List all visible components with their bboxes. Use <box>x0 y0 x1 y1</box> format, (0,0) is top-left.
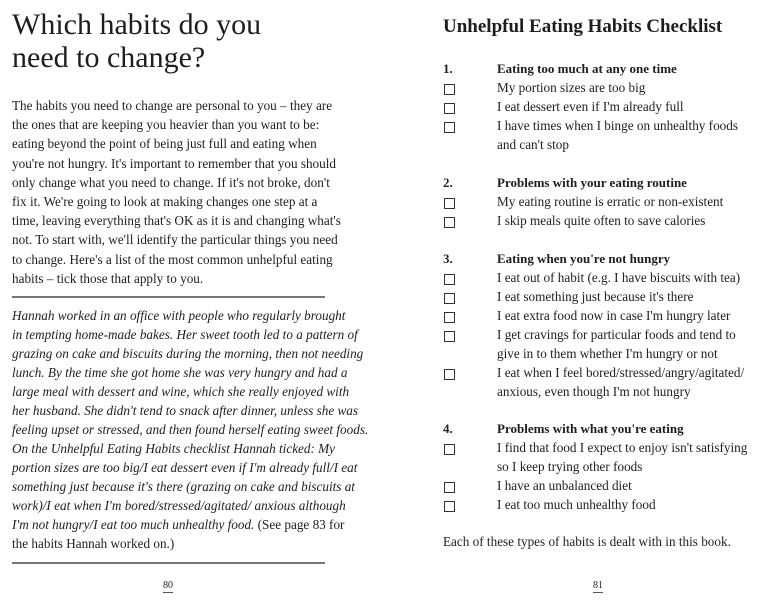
checkbox[interactable] <box>444 103 455 114</box>
title-line: Which habits do you <box>12 8 262 41</box>
checkbox[interactable] <box>444 217 455 228</box>
title-line: need to change? <box>12 41 206 74</box>
checkbox[interactable] <box>444 312 455 323</box>
page-number: 81 <box>593 580 603 591</box>
case-study-line: grazing on cake and biscuits during the morning, then not needing <box>12 346 364 361</box>
checklist-item: I eat extra food now in case I'm hungry later <box>497 308 731 323</box>
checklist-item: I eat something just because it's there <box>497 289 694 304</box>
checkbox[interactable] <box>444 274 455 285</box>
checkbox[interactable] <box>444 293 455 304</box>
section-heading: Problems with what you're eating <box>497 421 684 436</box>
checklist-item: I eat too much unhealthy food <box>497 497 656 512</box>
case-study-line: On the Unhelpful Eating Habits checklist Hannah ticked: My <box>12 441 336 456</box>
case-study-line: work)/I eat when I'm bored/stressed/agitated/ anxious although <box>12 498 346 513</box>
checklist-item: I eat when I feel bored/stressed/angry/agitated/ <box>497 365 745 380</box>
checklist-item: My eating routine is erratic or non-existent <box>497 194 724 209</box>
checklist-item: and can't stop <box>497 137 569 152</box>
checklist-item: I have an unbalanced diet <box>497 478 632 493</box>
checklist-item: anxious, even though I'm not hungry <box>497 384 691 399</box>
checkbox[interactable] <box>444 198 455 209</box>
section-number: 1. <box>443 61 453 76</box>
checklist-item: give in to them whether I'm hungry or not <box>497 346 718 361</box>
body-line: habits – tick those that apply to you. <box>12 270 204 286</box>
body-line: the ones that are keeping you heavier than you want to be: <box>12 117 320 133</box>
divider <box>12 562 325 564</box>
checklist-item: I get cravings for particular foods and tend to <box>497 327 736 342</box>
section-number: 3. <box>443 251 453 266</box>
checklist-title: Unhelpful Eating Habits Checklist <box>443 16 723 37</box>
checklist-item: I eat out of habit (e.g. I have biscuits with tea) <box>497 270 741 285</box>
body-line: The habits you need to change are personal to you – they are <box>12 98 333 113</box>
checklist-item: My portion sizes are too big <box>497 80 646 95</box>
checkbox[interactable] <box>444 501 455 512</box>
case-study-line <box>12 515 344 534</box>
checkbox[interactable] <box>444 482 455 493</box>
checkbox[interactable] <box>444 369 455 380</box>
case-study-italic: I'm not hungry/I eat too much unhealthy food. <box>12 517 255 532</box>
checklist-item: I find that food I expect to enjoy isn't satisfying <box>497 440 748 455</box>
checkbox[interactable] <box>444 331 455 342</box>
case-study-line: the habits Hannah worked on.) <box>12 536 175 551</box>
checklist-item: I have times when I binge on unhealthy foods <box>497 118 738 133</box>
case-study-reference: (See page 83 for <box>254 517 345 532</box>
checklist-item: so I keep trying other foods <box>497 459 643 474</box>
case-study-line: large meal with dessert and wine, which she really enjoyed with <box>12 384 350 399</box>
divider <box>12 296 325 298</box>
body-line: eating beyond the point of being just full and eating when <box>12 136 317 152</box>
section-heading: Eating when you're not hungry <box>497 251 671 266</box>
checkbox[interactable] <box>444 84 455 95</box>
body-line: only change what you need to change. If it's not broke, don't <box>12 174 330 190</box>
case-study-line: in tempting home-made bakes. Her sweet tooth led to a pattern of <box>12 327 358 342</box>
body-line: to change. Here's a list of the most common unhelpful eating <box>12 251 333 267</box>
body-line: not. To start with, we'll identify the particular things you need <box>12 232 338 248</box>
checklist-item: I eat dessert even if I'm already full <box>497 99 684 114</box>
checkbox[interactable] <box>444 444 455 455</box>
section-heading: Eating too much at any one time <box>497 61 677 76</box>
page-title <box>12 8 261 74</box>
section-number: 4. <box>443 421 453 436</box>
body-line: time, leaving everything that's OK as it is and changing what's <box>12 213 341 229</box>
case-study-line: lunch. By the time she got home she was very hungry and had a <box>12 365 348 380</box>
checkbox[interactable] <box>444 122 455 133</box>
page-number: 80 <box>163 580 173 591</box>
case-study-line: Hannah worked in an office with people who regularly brought <box>12 308 346 323</box>
body-line: you're not hungry. It's important to remember that you should <box>12 155 337 171</box>
case-study-line: portion sizes are too big/I eat dessert even if I'm already full/I eat <box>12 460 358 475</box>
right-page <box>380 0 760 600</box>
checklist-item: I skip meals quite often to save calories <box>497 213 706 228</box>
case-study-line: feeling upset or stressed, and then found herself eating sweet foods. <box>12 422 369 437</box>
case-study-line: her husband. She didn't tend to snack after dinner, unless she was <box>12 403 359 418</box>
section-heading: Problems with your eating routine <box>497 175 687 190</box>
footer-text: Each of these types of habits is dealt with in this book. <box>443 534 731 549</box>
section-number: 2. <box>443 175 453 190</box>
body-line: fix it. We're going to look at making changes one step at a <box>12 194 318 209</box>
case-study-line: something just because it's there (grazing on cake and biscuits at <box>12 479 355 494</box>
